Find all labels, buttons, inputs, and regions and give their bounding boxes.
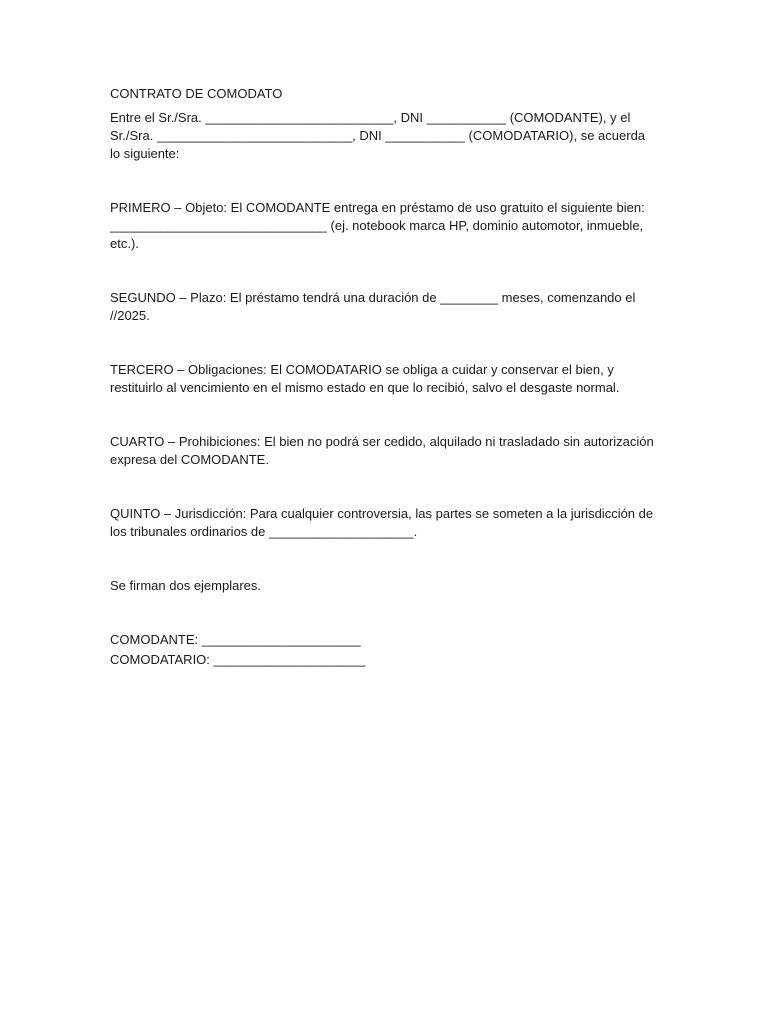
clause-quinto: QUINTO – Jurisdicción: Para cualquier controversia, las partes se someten a la jurisdicción de los tribunales ordinarios de ____________________. — [110, 506, 657, 539]
intro-paragraph: Entre el Sr./Sra. __________________________, DNI ___________ (COMODANTE), y el Sr./Sra. ___________________________, DNI ___________ (COMODATARIO), se acuerda lo siguiente: — [110, 110, 649, 161]
document-title: CONTRATO DE COMODATO — [110, 86, 283, 101]
clause-primero: PRIMERO – Objeto: El COMODANTE entrega en préstamo de uso gratuito el siguiente bien: ______________________________ (ej. notebook marca HP, dominio automotor, inmueble, etc.). — [110, 200, 649, 251]
signature-comodatario: COMODATARIO: _____________________ — [110, 652, 366, 667]
document-body — [110, 85, 658, 671]
clause-cuarto: CUARTO – Prohibiciones: El bien no podrá ser cedido, alquilado ni trasladado sin autorización expresa del COMODANTE. — [110, 434, 658, 467]
clause-segundo: SEGUNDO – Plazo: El préstamo tendrá una duración de ________ meses, comenzando el //2025. — [110, 290, 639, 323]
closing-line: Se firman dos ejemplares. — [110, 578, 262, 593]
signature-comodante: COMODANTE: ______________________ — [110, 632, 361, 647]
clause-tercero: TERCERO – Obligaciones: El COMODATARIO se obliga a cuidar y conservar el bien, y restituirlo al vencimiento en el mismo estado en que lo recibió, salvo el desgaste normal. — [110, 362, 620, 395]
